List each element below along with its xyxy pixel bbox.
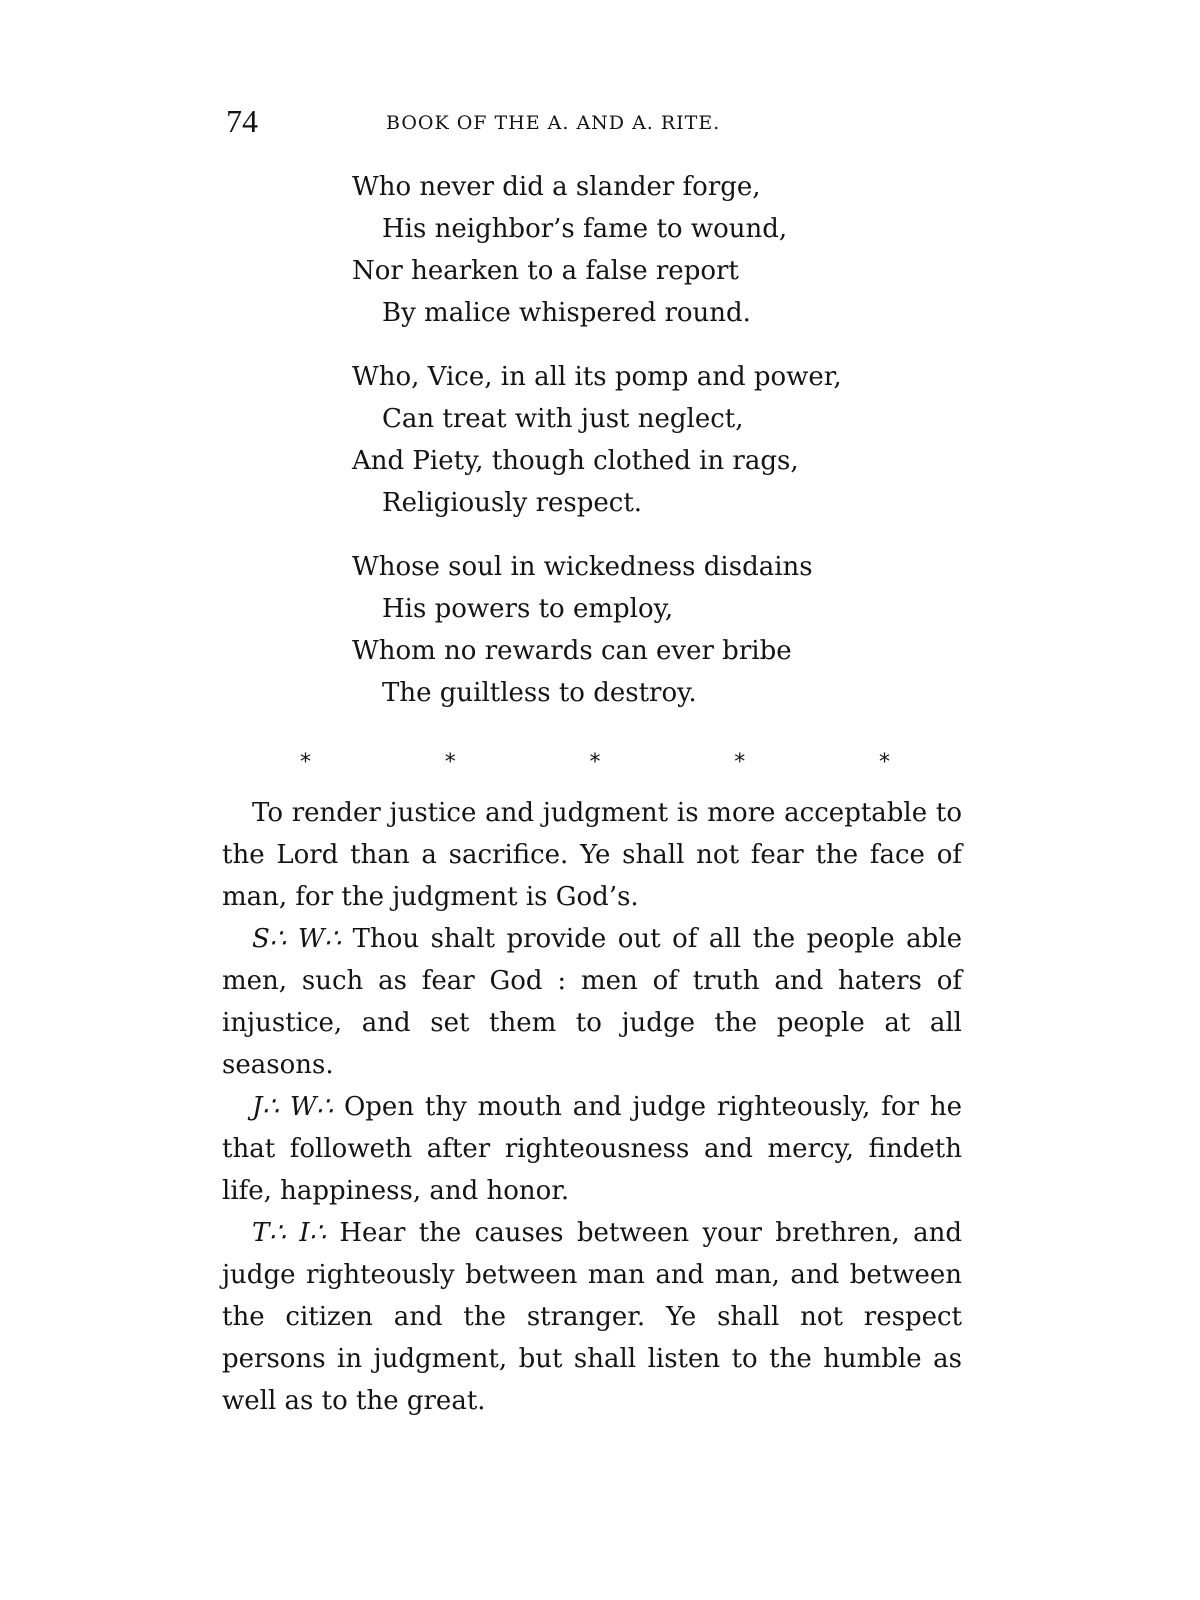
asterisk: *: [734, 750, 746, 775]
section-break-asterisks: [300, 750, 890, 775]
poem-line: The guiltless to destroy.: [382, 678, 697, 708]
speaker-label: S∴ W∴: [252, 924, 342, 954]
paragraph: [222, 1086, 962, 1212]
running-head: BOOK OF THE A. AND A. RITE.: [386, 112, 721, 134]
asterisk: *: [589, 750, 601, 775]
poem-line: And Piety, though clothed in rags,: [352, 446, 799, 476]
poem: [352, 166, 912, 736]
paragraph-text: Hear the causes between your brethren, and judge righteously between man and man, and between the citizen and the stranger. Ye shall not respect persons in judgment, but shall listen to the humble as well as to the great.: [222, 1218, 963, 1416]
paragraph-text: Open thy mouth and judge righteously, for he that followeth after righteousness and mercy, findeth life, happiness, and honor.: [222, 1092, 962, 1206]
prose-section: [222, 792, 962, 1422]
stanza: [352, 546, 912, 714]
paragraph-text: Thou shalt provide out of all the people able men, such as fear God : men of truth and haters of injustice, and set them to judge the people at all seasons.: [222, 924, 962, 1080]
stanza: [352, 166, 912, 334]
poem-line: His powers to employ,: [382, 594, 674, 624]
poem-line: Whom no rewards can ever bribe: [352, 636, 792, 666]
stanza: [352, 356, 912, 524]
paragraph: [222, 792, 962, 918]
page-header: [226, 96, 806, 146]
poem-line: His neighbor’s fame to wound,: [382, 214, 788, 244]
poem-line: Who, Vice, in all its pomp and power,: [352, 362, 842, 392]
paragraph-text: To render justice and judgment is more acceptable to the Lord than a sacrifice. Ye shall not fear the face of man, for the judgment is God’s.: [222, 798, 962, 912]
asterisk: *: [879, 750, 890, 775]
poem-line: Whose soul in wickedness disdains: [352, 552, 813, 582]
speaker-label: J∴ W∴: [252, 1092, 334, 1122]
speaker-label: T∴ I∴: [252, 1218, 327, 1248]
page-number: 74: [226, 103, 258, 139]
poem-line: Nor hearken to a false report: [352, 256, 739, 286]
poem-line: Religiously respect.: [382, 488, 643, 518]
poem-line: Who never did a slander forge,: [352, 172, 761, 202]
poem-line: Can treat with just neglect,: [382, 404, 744, 434]
paragraph: [222, 1212, 962, 1422]
poem-line: By malice whispered round.: [382, 298, 751, 328]
asterisk: *: [300, 750, 311, 775]
asterisk: *: [444, 750, 456, 775]
paragraph: [222, 918, 962, 1086]
